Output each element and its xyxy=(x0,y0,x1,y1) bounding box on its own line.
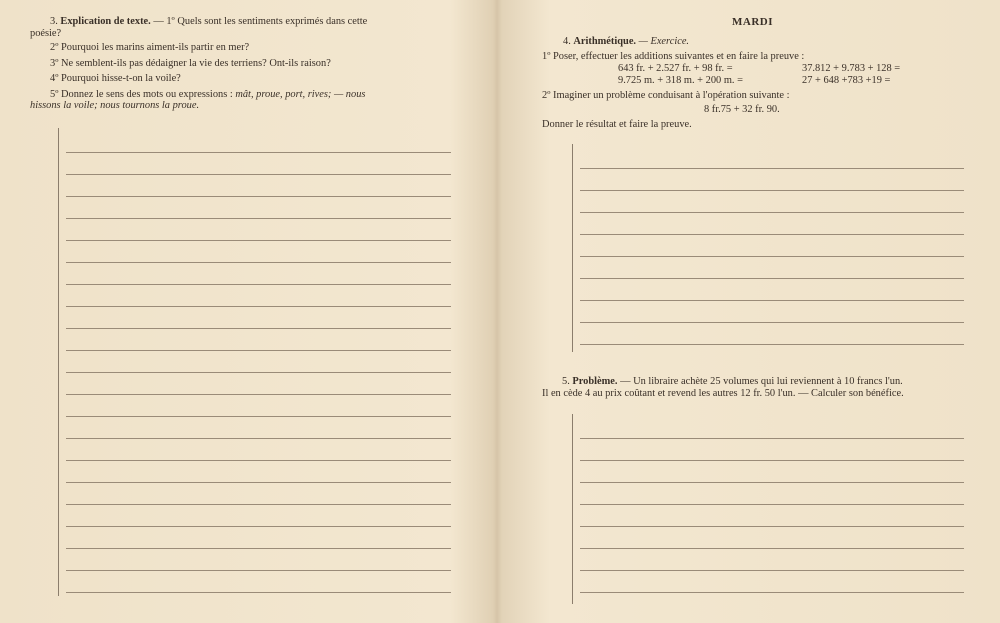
ruled-line xyxy=(580,438,964,439)
q5-text: — Un libraire achète 25 volumes qui lui reviennent à 10 francs l'un. xyxy=(620,376,903,387)
q3-4-line xyxy=(50,73,181,85)
addition-c: 37.812 + 9.783 + 128 = xyxy=(802,63,901,74)
q4-2-line xyxy=(542,90,790,102)
right-page xyxy=(500,0,1000,623)
q3-5-continuation-text: hissons la voile; nous tournons la proue. xyxy=(30,100,200,111)
q3-2-line xyxy=(50,42,249,54)
q5-continuation: Il en cède 4 au prix coûtant et revend les autres 12 fr. 50 l'un. — Calculer son bénéfice. xyxy=(542,388,904,399)
ruled-line xyxy=(66,328,451,329)
q3-line1 xyxy=(50,16,367,28)
left-answer-lines xyxy=(58,128,451,596)
ruled-line xyxy=(66,240,451,241)
ruled-line xyxy=(66,350,451,351)
q3-5-number: 5º xyxy=(50,89,59,100)
ruled-line xyxy=(66,196,451,197)
q3-1-text: Quels sont les sentiments exprimés dans cette xyxy=(177,16,368,27)
q3-1-continuation: poésie? xyxy=(30,28,62,39)
q3-5-continuation xyxy=(30,100,199,112)
q4-heading xyxy=(563,36,689,48)
q3-1-number: 1º xyxy=(166,16,175,27)
ruled-line xyxy=(580,278,964,279)
q5-answer-lines xyxy=(572,414,964,604)
ruled-line xyxy=(66,174,451,175)
day-title: MARDI xyxy=(732,16,773,28)
ruled-line xyxy=(580,322,964,323)
q3-title: Explication de texte. xyxy=(60,16,151,27)
ruled-line xyxy=(66,570,451,571)
addition-a: 643 fr. + 2.527 fr. + 98 fr. = xyxy=(618,63,733,74)
ruled-line xyxy=(580,190,964,191)
q4-answer-lines xyxy=(572,144,964,352)
q4-number: 4. xyxy=(563,36,571,47)
q5-title: Problème. xyxy=(572,376,618,387)
left-margin-line xyxy=(58,128,59,596)
ruled-line xyxy=(580,300,964,301)
q3-3-line xyxy=(50,58,331,70)
q4-margin-line xyxy=(572,144,573,352)
ruled-line xyxy=(580,548,964,549)
ruled-line xyxy=(66,218,451,219)
q3-4-number: 4º xyxy=(50,73,59,84)
addition-d: 27 + 648 +783 +19 = xyxy=(802,75,891,86)
ruled-line xyxy=(66,394,451,395)
q3-3-text: Ne semblent-ils pas dédaigner la vie des terriens? Ont-ils raison? xyxy=(61,58,331,69)
left-page xyxy=(0,0,495,623)
ruled-line xyxy=(580,526,964,527)
q4-1-line xyxy=(542,51,804,63)
q3-3-number: 3º xyxy=(50,58,59,69)
ruled-line xyxy=(66,262,451,263)
q4-2-number: 2º xyxy=(542,90,551,101)
ruled-line xyxy=(580,504,964,505)
ruled-line xyxy=(580,592,964,593)
q4-1-number: 1º xyxy=(542,51,551,62)
q3-2-number: 2º xyxy=(50,42,59,53)
q5-line1 xyxy=(562,376,903,388)
q3-dash: — xyxy=(153,16,164,27)
q4-2-operation: 8 fr.75 + 32 fr. 90. xyxy=(704,104,780,115)
q3-2-text: Pourquoi les marins aiment-ils partir en mer? xyxy=(61,42,250,53)
ruled-line xyxy=(580,482,964,483)
q4-subtitle: — Exercice. xyxy=(638,36,690,47)
q5-number: 5. xyxy=(562,376,570,387)
ruled-line xyxy=(580,168,964,169)
addition-b: 9.725 m. + 318 m. + 200 m. = xyxy=(618,75,743,86)
ruled-line xyxy=(66,438,451,439)
q4-1-text: Poser, effectuer les additions suivantes et en faire la preuve : xyxy=(553,51,805,62)
ruled-line xyxy=(66,416,451,417)
q4-2-text: Imaginer un problème conduisant à l'opération suivante : xyxy=(553,90,790,101)
ruled-line xyxy=(66,460,451,461)
ruled-line xyxy=(66,548,451,549)
q3-4-text: Pourquoi hisse-t-on la voile? xyxy=(61,73,181,84)
ruled-line xyxy=(580,570,964,571)
q3-5-words: mât, proue, port, rives; — nous xyxy=(235,89,366,100)
ruled-line xyxy=(580,212,964,213)
q3-number: 3. xyxy=(50,16,58,27)
ruled-line xyxy=(580,344,964,345)
q4-title: Arithmétique. xyxy=(573,36,637,47)
ruled-line xyxy=(66,152,451,153)
ruled-line xyxy=(66,372,451,373)
q3-5-text: Donnez le sens des mots ou expressions : xyxy=(61,89,233,100)
ruled-line xyxy=(66,526,451,527)
ruled-line xyxy=(66,504,451,505)
ruled-line xyxy=(66,592,451,593)
ruled-line xyxy=(66,482,451,483)
ruled-line xyxy=(580,234,964,235)
q4-result-instruction: Donner le résultat et faire la preuve. xyxy=(542,119,692,130)
q5-margin-line xyxy=(572,414,573,604)
ruled-line xyxy=(66,306,451,307)
ruled-line xyxy=(580,460,964,461)
ruled-line xyxy=(66,284,451,285)
ruled-line xyxy=(580,256,964,257)
